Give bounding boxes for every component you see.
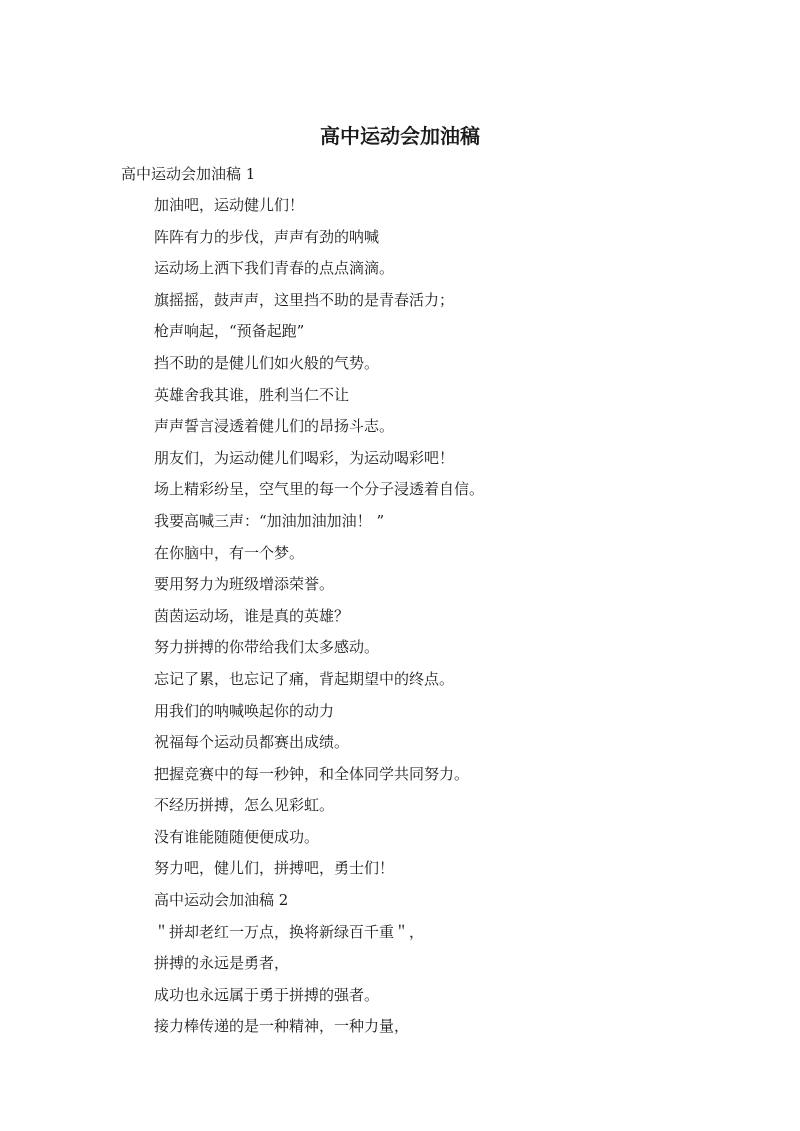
- text-line: 茵茵运动场，谁是真的英雄？: [154, 606, 350, 625]
- text-line: 枪声响起，“预备起跑”: [154, 322, 305, 341]
- text-line: 挡不助的是健儿们如火般的气势。: [154, 353, 380, 372]
- text-line: 忘记了累，也忘记了痛，背起期望中的终点。: [154, 669, 455, 688]
- text-line: 努力拼搏的你带给我们太多感动。: [154, 638, 380, 657]
- text-line: 用我们的呐喊唤起你的动力: [154, 701, 335, 720]
- text-line: 没有谁能随随便便成功。: [154, 827, 320, 846]
- text-line: 把握竞赛中的每一秒钟，和全体同学共同努力。: [154, 764, 470, 783]
- cheer-lines: [154, 194, 484, 1047]
- text-line: 不经历拼搏，怎么见彩虹。: [154, 796, 335, 815]
- document-title: 高中运动会加油稿: [320, 124, 480, 148]
- text-line: 场上精彩纷呈，空气里的每一个分子浸透着自信。: [154, 480, 485, 499]
- text-line: ＂拼却老红一万点，换将新绿百千重＂，: [154, 922, 425, 941]
- text-line: 要用努力为班级增添荣誉。: [154, 575, 335, 594]
- text-line: 祝福每个运动员都赛出成绩。: [154, 733, 350, 752]
- text-line: 运动场上洒下我们青春的点点滴滴。: [154, 259, 395, 278]
- text-line: 成功也永远属于勇于拼搏的强者。: [154, 985, 380, 1004]
- text-line: 阵阵有力的步伐，声声有劲的呐喊: [154, 227, 380, 246]
- text-line: 加油吧，运动健儿们！: [154, 196, 305, 214]
- section-heading-1: 高中运动会加油稿 1: [121, 165, 256, 183]
- text-line: 朋友们，为运动健儿们喝彩，为运动喝彩吧！: [154, 448, 455, 467]
- section-heading-2: 高中运动会加油稿 2: [154, 891, 289, 910]
- text-line: 英雄舍我其谁，胜利当仁不让: [154, 385, 350, 404]
- text-line: 努力吧，健儿们，拼搏吧，勇士们！: [154, 859, 395, 878]
- text-line: 我要高喊三声：“加油加油加油！ ”: [154, 511, 385, 530]
- text-line: 拼搏的永远是勇者，: [154, 954, 290, 973]
- text-line: 在你脑中，有一个梦。: [154, 543, 305, 562]
- text-line: 声声誓言浸透着健儿们的昂扬斗志。: [154, 417, 395, 436]
- text-line: 旗摇摇，鼓声声，这里挡不助的是青春活力；: [154, 290, 455, 309]
- text-line: 接力棒传递的是一种精神，一种力量，: [154, 1017, 410, 1036]
